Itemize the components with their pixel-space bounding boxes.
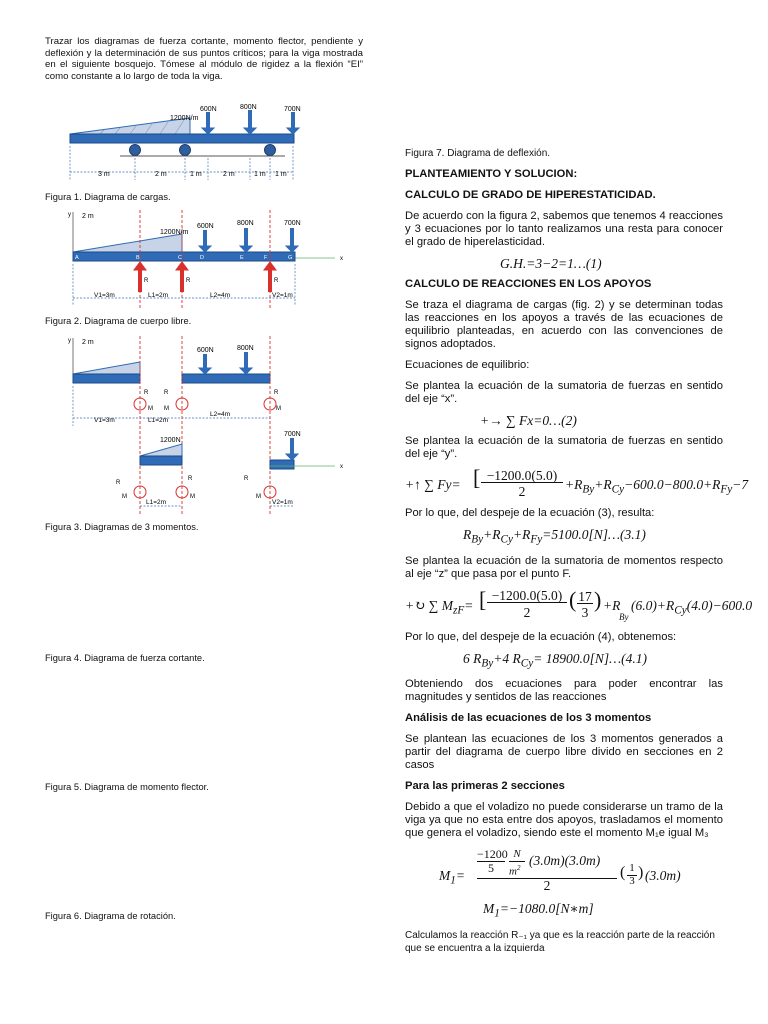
equation-2: +→ ∑ Fx=0…(2)	[480, 413, 577, 428]
equation-3-1: $R_{By}+R_{Cy}+R_{Fy}=5100.0[N]\dots(3.1)$	[463, 527, 646, 546]
dim-5: 1 m	[254, 171, 266, 178]
solution-column	[405, 147, 753, 963]
moment-top-1: M	[148, 406, 153, 412]
support-c	[180, 145, 191, 156]
reaction-f-label: R	[274, 278, 279, 284]
svg-text:G: G	[288, 255, 293, 261]
heading-2-secciones: Para las primeras 2 secciones	[405, 780, 565, 793]
distributed-load-top	[73, 362, 140, 374]
eq3-tail: $+R_{By}+R_{Cy}-600.0-800.0+R_{Fy}-7$	[565, 477, 749, 496]
height-label: 2 m	[82, 339, 94, 346]
force-bot-1: R	[116, 480, 121, 486]
beam-bottom-left	[140, 456, 182, 465]
seg-bot-l1: L1=2m	[146, 499, 167, 506]
dim-1: 3 m	[98, 171, 110, 178]
equation-3: +↑ ∑ Fy= [ −1200.0(5.0) 2 $+R_{By}+R_{Cy}-600.0-800.0+R_{Fy}-7$	[405, 469, 749, 499]
beam	[70, 134, 294, 143]
dim-6: 1 m	[275, 171, 287, 178]
beam-mid	[182, 374, 270, 383]
text-ecuaciones: Ecuaciones de equilibrio:	[405, 359, 530, 371]
load-800-label: 800N	[240, 104, 257, 111]
seg-l2: L2=4m	[210, 292, 231, 299]
text-reacciones: Se traza el diagrama de cargas (fig. 2) y se determinan todas las reacciones en los apoyos a través de las ecuaciones de equilibrio planteadas, en acuerdo con las convenciones de signos adoptados.	[405, 299, 723, 350]
distributed-load	[73, 234, 182, 252]
reaction-c-label: R	[186, 278, 191, 284]
svg-text:F: F	[264, 255, 268, 261]
equation-4-1: 6 $R_{By}+4$ $R_{Cy}=$ 18900.0[N]…(4.1)	[463, 650, 647, 670]
moment-symbols-bottom	[134, 486, 276, 498]
support-f	[265, 145, 276, 156]
caption-fig3: Figura 3. Diagramas de 3 momentos.	[45, 522, 199, 532]
text-3-momentos: Se plantean las ecuaciones de los 3 momentos generados a partir del diagrama de cuerpo libre divido en secciones en 2 casos	[405, 733, 723, 772]
equation-m1-result: $M_1=-1080.0[N∗m]$	[483, 901, 594, 921]
text-reaccion-r1: Calculamos la reacción R₋₁ ya que es la reacción parte de la reacción que se encuentra a la izquierda	[405, 930, 715, 955]
eq3-num: −1200.0(5.0)	[481, 469, 563, 483]
distributed-load-bottom	[140, 444, 182, 456]
force-top-2: R	[164, 390, 169, 396]
reaction-b-label: R	[144, 278, 149, 284]
y-axis-label: y	[68, 338, 71, 344]
load-1200-label: 1200N	[160, 437, 181, 444]
figure-3-three-moments	[60, 334, 370, 518]
moment-top-3: M	[276, 406, 281, 412]
dist-load-label: 1200N/m	[170, 115, 199, 122]
point-load-bottom	[286, 438, 298, 460]
load-700-label: 700N	[284, 106, 301, 113]
caption-fig2: Figura 2. Diagrama de cuerpo libre.	[45, 316, 192, 326]
svg-text:A: A	[75, 255, 79, 261]
seg-bot-v2: V2=1m	[272, 499, 293, 506]
seg-top-v1: V1=3m	[94, 417, 115, 424]
load-800-label: 800N	[237, 220, 254, 227]
caption-fig5: Figura 5. Diagrama de momento flector.	[45, 782, 209, 792]
svg-text:E: E	[240, 255, 244, 261]
dist-load-label: 1200N/m	[160, 229, 189, 236]
svg-text:B: B	[136, 255, 140, 261]
heading-grado: CALCULO DE GRADO DE HIPERESTATICIDAD.	[405, 189, 656, 201]
caption-fig6: Figura 6. Diagrama de rotación.	[45, 911, 176, 921]
figure-1-load-diagram	[60, 100, 370, 185]
seg-v2: V2=1m	[272, 292, 293, 299]
point-loads-top	[199, 352, 252, 374]
point-loads	[199, 228, 298, 252]
caption-fig1: Figura 1. Diagrama de cargas.	[45, 192, 171, 202]
problem-statement: Trazar los diagramas de fuerza cortante, momento flector, pendiente y deflexión y la determinación de sus puntos críticos; para la viga mostrada en el siguiente bosquejo. Tómese al módulo de rigidez a la flexión “EI” como constante a lo largo de toda la viga.	[45, 36, 363, 82]
text-voladizo: Debido a que el voladizo no puede considerarse un tramo de la viga ya que no esta entre dos apoyos, trasladamos el momento que genera el voladizo, siendo este el momento M₁e igual M₃	[405, 801, 723, 840]
text-sum-m: Se plantea la ecuación de la sumatoria de momentos respecto al eje “z” que pasa por el punto F.	[405, 554, 723, 580]
load-600-label: 600N	[197, 223, 214, 230]
moment-bot-1: M	[122, 494, 127, 500]
load-700-label: 700N	[284, 220, 301, 227]
moment-bot-3: M	[256, 494, 261, 500]
dim-4: 2 m	[223, 171, 235, 178]
svg-text:D: D	[200, 255, 204, 261]
heading-reacciones: CALCULO DE REACCIONES EN LOS APOYOS	[405, 278, 652, 290]
moment-symbols-top	[134, 398, 276, 410]
load-600-label: 600N	[200, 106, 217, 113]
equation-m1: $M_1=$ −1200 5 N $m^2$ (3.0m)(3.0m) 2 ( 1 3 ) (3.0m)	[439, 847, 681, 894]
text-sum-fy: Se plantea la ecuación de la sumatoria de fuerzas en sentido del eje “y”.	[405, 435, 723, 460]
force-bot-3: R	[244, 476, 249, 482]
heading-planteamiento: PLANTEAMIENTO Y SOLUCION:	[405, 168, 578, 180]
caption-fig4: Figura 4. Diagrama de fuerza cortante.	[45, 653, 205, 663]
x-axis-label: x	[340, 256, 343, 262]
beam	[73, 252, 295, 261]
text-grado: De acuerdo con la figura 2, sabemos que tenemos 4 reacciones y 3 ecuaciones por lo tanto realizamos una resta para conocer el grado de hiperelasticidad.	[405, 210, 723, 248]
height-label: 2 m	[82, 213, 94, 220]
figure-2-free-body	[60, 208, 370, 310]
svg-text:C: C	[178, 255, 182, 261]
force-bot-2: R	[188, 476, 193, 482]
equation-1: G.H.=3−2=1…(1)	[500, 256, 602, 271]
seg-v1: V1=3m	[94, 292, 115, 299]
moment-top-2: M	[164, 406, 169, 412]
beam-bottom-right	[270, 460, 294, 469]
y-axis-label: y	[68, 212, 71, 218]
text-obteniendo: Obteniendo dos ecuaciones para poder encontrar las magnitudes y sentidos de las reacciones	[405, 678, 723, 704]
equation-4: +↻ ∑ $M_{zF}=$ [ −1200.0(5.0) 2 ( 17 3 ) +R By $(6.0)+R_{Cy}(4.0)-600.0$	[405, 588, 753, 622]
load-800-label: 800N	[237, 345, 254, 352]
heading-3-momentos: Análisis de las ecuaciones de los 3 momentos	[405, 712, 652, 725]
text-despeje-4: Por lo que, del despeje de la ecuación (4), obtenemos:	[405, 630, 677, 643]
seg-l1: L1=2m	[148, 292, 169, 299]
seg-top-l1: L1=2m	[148, 417, 169, 424]
load-600-label: 600N	[197, 347, 214, 354]
x-axis-label: x	[340, 464, 343, 470]
text-sum-fx: Se plantea la ecuación de la sumatoria de fuerzas en sentido del eje “x”.	[405, 380, 723, 405]
reaction-arrows	[134, 262, 276, 292]
text-despeje-3: Por lo que, del despeje de la ecuación (3), resulta:	[405, 507, 655, 519]
caption-fig7: Figura 7. Diagrama de deflexión.	[405, 148, 551, 159]
beam-left	[73, 374, 140, 383]
moment-bot-2: M	[190, 494, 195, 500]
seg-top-l2: L2=4m	[210, 411, 231, 418]
dim-2: 2 m	[155, 171, 167, 178]
dim-3: 1 m	[190, 171, 202, 178]
force-top-1: R	[144, 390, 149, 396]
eq3-lhs: +↑ ∑ Fy=	[405, 477, 461, 492]
point-loads	[202, 110, 299, 134]
eq3-den: 2	[518, 484, 526, 499]
load-700-label: 700N	[284, 431, 301, 438]
force-top-3: R	[274, 390, 279, 396]
support-b	[130, 145, 141, 156]
